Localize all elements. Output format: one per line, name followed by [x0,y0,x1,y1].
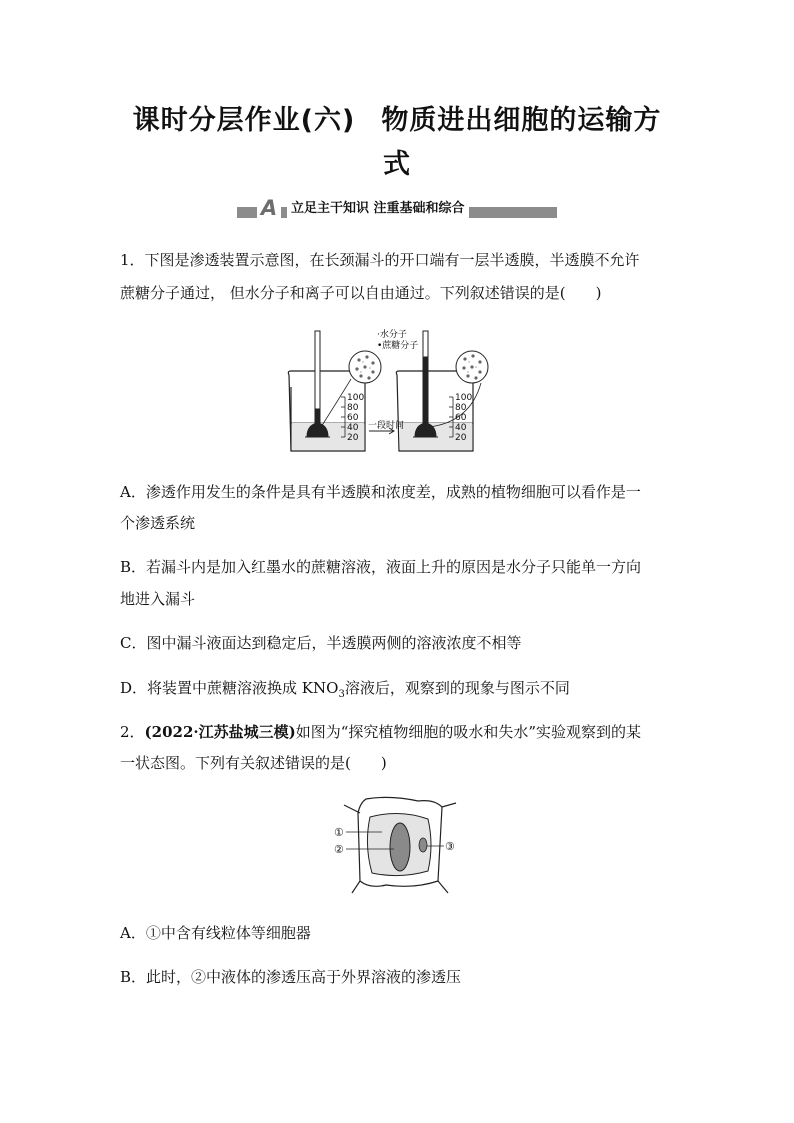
scale-tick: 80 [455,403,467,413]
q1-option-b-line2: 地进入漏斗 [120,590,196,608]
q1-stem-line2: 蔗糖分子通过， 但水分子和离子可以自由通过。下列叙述错误的是( ) [120,284,602,302]
q2-source: (2022·江苏盐城三模) [144,723,296,741]
section-banner [237,196,557,221]
scale-tick: 20 [455,433,467,443]
cell-label-3: ③ [445,840,455,853]
scale-tick: 60 [347,413,359,423]
q2-stem-line1: 2．(2022·江苏盐城三模)如图为“探究植物细胞的吸水和失水”实验观察到的某 [120,723,642,741]
scale-tick: 40 [347,423,359,433]
osmosis-figure [285,327,505,455]
scale-tick: 100 [347,393,365,403]
scale-tick: 60 [455,413,467,423]
legend-water: ·水分子 [377,330,407,340]
title-part2: 物质进出细胞的运输方 [381,105,662,136]
section-badge: A [257,197,281,219]
scale-tick: 40 [455,423,467,433]
scale-tick: 80 [347,403,359,413]
scale-tick: 20 [347,433,359,443]
cell-label-2: ② [334,843,344,856]
legend-sucrose: •蔗糖分子 [377,341,419,351]
q2-option-a: A．①中含有线粒体等细胞器 [120,924,311,942]
q2-stem-line2: 一状态图。下列有关叙述错误的是( ) [120,754,387,772]
q2-option-b: B．此时，②中液体的渗透压高于外界溶液的渗透压 [120,968,462,986]
q1-option-b-line1: B．若漏斗内是加入红墨水的蔗糖溶液，液面上升的原因是水分子只能单一方向 [120,558,642,576]
scale-tick: 100 [455,393,473,403]
arrow-label: 一段时间 [368,421,405,431]
page-title-line2: 式 [383,149,411,180]
q1-option-c: C．图中漏斗液面达到稳定后，半透膜两侧的溶液浓度不相等 [120,634,522,652]
q1-stem-line1: 1．下图是渗透装置示意图，在长颈漏斗的开口端有一层半透膜，半透膜不允许 [120,251,640,269]
q1-option-a-line2: 个渗透系统 [120,514,196,532]
section-title: 立足主干知识 注重基础和综合 [287,200,469,218]
cell-label-1: ① [334,826,344,839]
plant-cell-figure [330,795,464,895]
q1-option-a-line1: A．渗透作用发生的条件是具有半透膜和浓度差，成熟的植物细胞可以看作是一 [120,483,641,501]
title-part1: 课时分层作业(六) [132,105,356,136]
q1-option-d: D．将装置中蔗糖溶液换成 $KNO_3$溶液后，观察到的现象与图示不同 [120,679,570,700]
page-title-line1 [0,98,794,137]
